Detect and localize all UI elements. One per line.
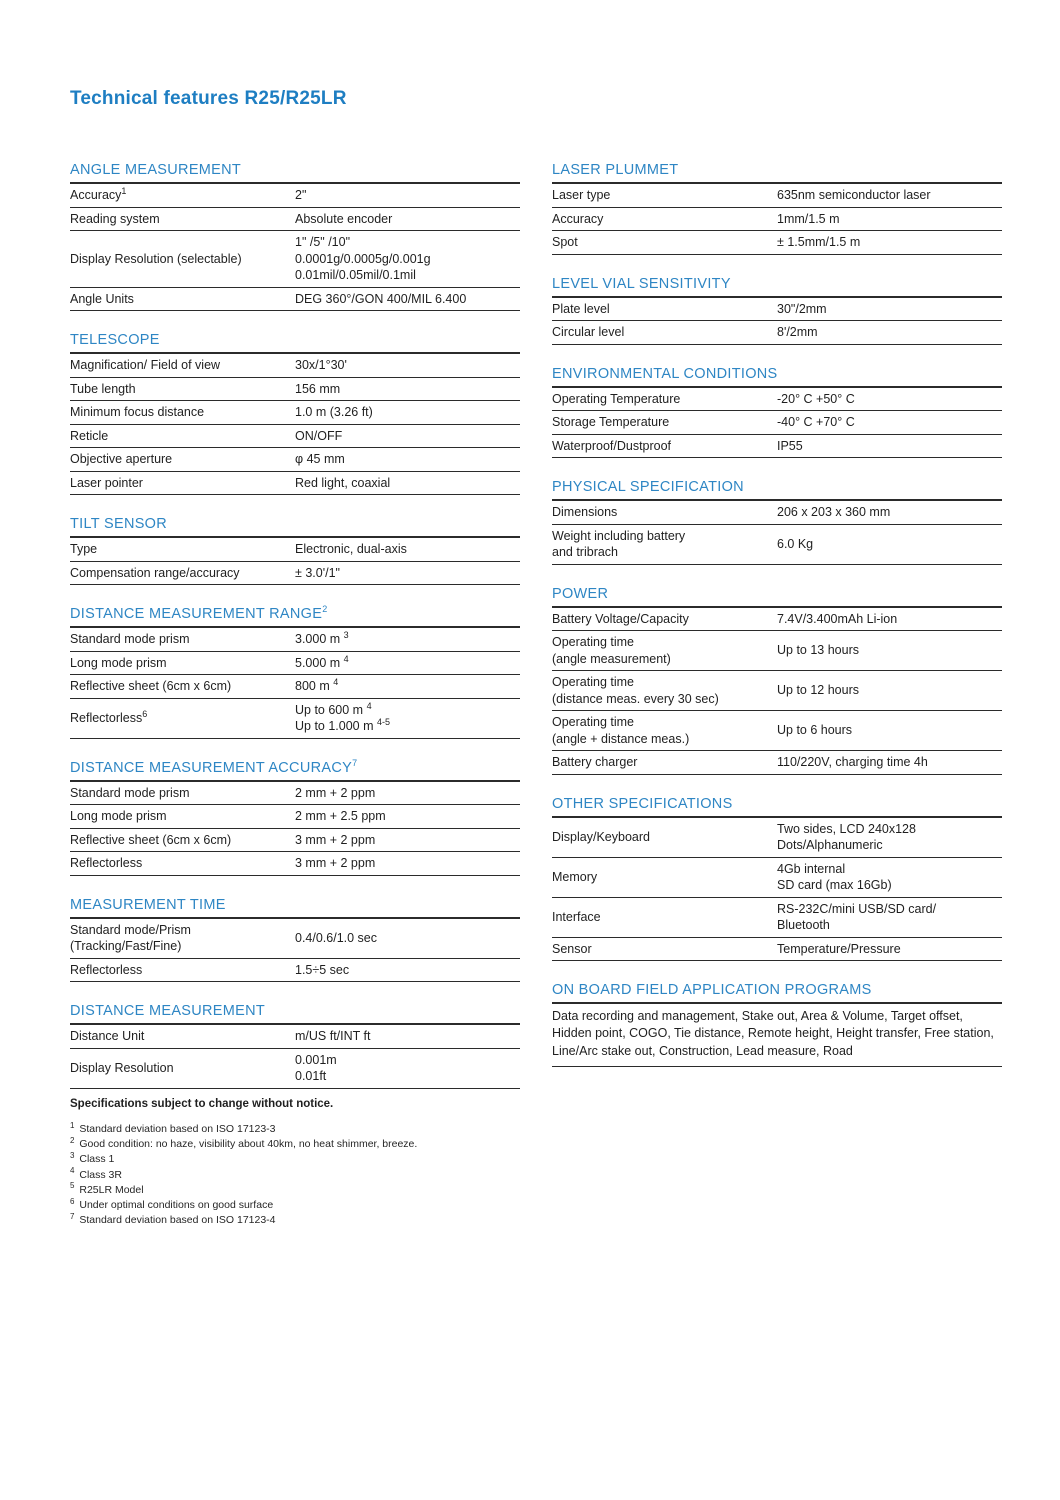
spec-label [70, 1060, 295, 1077]
page-title: Technical features R25/R25LR [70, 88, 347, 109]
spec-value [295, 565, 520, 582]
footnote: $^2$ Good condition: no haze, visibility about 40km, no heat shimmer, breeze. [70, 1135, 418, 1151]
spec-label-line: Reflective sheet (6cm x 6cm) [70, 832, 232, 847]
spec-label [552, 414, 777, 431]
spec-label-line: Objective aperture [70, 452, 173, 466]
spec-label-line: Reading system [70, 211, 160, 226]
spec-value [295, 808, 520, 825]
spec-row [70, 208, 520, 232]
section-heading: LEVEL VIAL SENSITIVITY [552, 276, 1002, 298]
spec-label-line: Minimum focus distance [70, 405, 205, 419]
spec-value-line: 4Gb internal [777, 861, 846, 876]
spec-label-line: (Tracking/Fast/Fine) [70, 939, 182, 953]
spec-label-line: Reticle [70, 428, 109, 443]
spec-label [70, 404, 295, 421]
footnote-sup: 5 [70, 1181, 75, 1191]
spec-table [552, 388, 1002, 459]
column-left [70, 162, 520, 1110]
spec-section [70, 606, 520, 739]
spec-label [70, 541, 295, 558]
spec-label [70, 710, 295, 727]
spec-row [552, 608, 1002, 632]
spec-value [777, 536, 1002, 553]
spec-value [295, 428, 520, 445]
section-paragraph: Data recording and management, Stake out, Area & Volume, Target offset, Hidden point, COGO, Tie distance, Remote height, Height transfer, Free station, Line/Arc stake out, Construction, Lead measure, Road [552, 1004, 1002, 1067]
footnote: $^1$ Standard deviation based on ISO 17123-3 [70, 1120, 276, 1135]
spec-value [777, 211, 1002, 228]
footnote: $^4$ Class 3R [70, 1166, 122, 1181]
spec-label-line: Laser type [552, 188, 611, 202]
spec-row [70, 538, 520, 562]
change-notice: Specifications subject to change without notice. [70, 1098, 334, 1110]
spec-value-line: 5.000 m $^4$ [295, 653, 349, 670]
spec-label-line: Operating time [552, 675, 634, 689]
spec-label [552, 234, 777, 251]
spec-row [70, 782, 520, 806]
spec-value-line: Up to 1.000 m $^{4-5}$ [295, 716, 391, 733]
spec-label-line: Tube length [70, 381, 136, 396]
spec-section [552, 982, 1002, 1067]
spec-label-line: Accuracy$^1$ [70, 185, 127, 202]
spec-label-line: Reflectorless$^6$ [70, 708, 148, 725]
spec-value-line: ± 3.0'/1" [295, 565, 340, 580]
spec-label-sup: 1 [121, 185, 127, 196]
spec-label [70, 962, 295, 979]
spec-label [552, 211, 777, 228]
spec-row [70, 1049, 520, 1089]
spec-value [777, 861, 1002, 894]
spec-label-line: Circular level [552, 325, 625, 339]
spec-value-line: 2 mm + 2.5 ppm [295, 809, 386, 823]
spec-section [552, 796, 1002, 962]
spec-label-line: Distance Unit [70, 1029, 145, 1043]
spec-value-line: SD card (max 16Gb) [777, 878, 892, 892]
footnote-sup: 2 [70, 1135, 75, 1145]
spec-row [70, 675, 520, 699]
spec-table [70, 628, 520, 739]
spec-value [295, 404, 520, 421]
spec-section [70, 1003, 520, 1089]
spec-table [552, 818, 1002, 962]
spec-label [552, 714, 777, 747]
spec-label [70, 381, 295, 398]
spec-row [552, 671, 1002, 711]
footnote: $^3$ Class 1 [70, 1150, 115, 1166]
spec-value-line: Temperature/Pressure [777, 941, 901, 956]
spec-row [552, 858, 1002, 898]
spec-label-line: Dimensions [552, 505, 618, 519]
spec-table [552, 184, 1002, 255]
spec-label-line: Operating time [552, 715, 634, 729]
spec-value-line: 110/220V, charging time 4h [777, 755, 928, 769]
spec-value [295, 475, 520, 492]
spec-value-line: Up to 600 m $^4$ [295, 700, 372, 717]
spec-value-line: Electronic, dual-axis [295, 542, 407, 556]
footnote-sup: 4 [70, 1166, 75, 1176]
section-heading: DISTANCE MEASUREMENT ACCURACY$^7$ [70, 760, 520, 782]
spec-label-sup: 6 [142, 708, 148, 719]
spec-value [777, 414, 1002, 431]
spec-row [70, 425, 520, 449]
spec-value [295, 678, 520, 695]
spec-value-line: RS-232C/mini USB/SD card/ [777, 901, 937, 916]
spec-row [552, 751, 1002, 775]
spec-value [295, 541, 520, 558]
spec-value-line: 1mm/1.5 m [777, 211, 840, 226]
spec-value [295, 234, 520, 284]
spec-label-line: Type [70, 542, 98, 556]
spec-value-line: 0.4/0.6/1.0 sec [295, 930, 378, 945]
spec-value-line: Dots/Alphanumeric [777, 838, 883, 852]
spec-value-line: 206 x 203 x 360 mm [777, 505, 891, 519]
spec-label [70, 655, 295, 672]
spec-section [70, 516, 520, 585]
spec-value [295, 855, 520, 872]
footnote-sup: 1 [70, 1120, 75, 1130]
spec-value [295, 381, 520, 398]
spec-label [70, 291, 295, 308]
spec-value [777, 234, 1002, 251]
spec-table [552, 501, 1002, 565]
spec-value-sup: 3 [343, 629, 349, 640]
spec-label [70, 855, 295, 872]
spec-row [552, 818, 1002, 858]
spec-value-line: 8'/2mm [777, 325, 818, 339]
spec-label-line: Standard mode/Prism [70, 922, 191, 937]
spec-label-line: Spot [552, 235, 578, 249]
spec-label-line: Angle Units [70, 291, 134, 306]
spec-row [70, 184, 520, 208]
spec-value-line: -20° C +50° C [777, 391, 855, 406]
spec-value-line: 0.01mil/0.05mil/0.1mil [295, 268, 416, 282]
spec-value [777, 682, 1002, 699]
spec-label-line: Reflectorless [70, 962, 143, 977]
spec-row [70, 231, 520, 288]
spec-label-line: Waterproof/Dustproof [552, 438, 672, 453]
spec-label-line: (distance meas. every 30 sec) [552, 691, 719, 706]
spec-label [552, 187, 777, 204]
spec-value-line: m/US ft/INT ft [295, 1029, 371, 1043]
spec-label [552, 301, 777, 318]
spec-label [70, 678, 295, 695]
section-heading: POWER [552, 586, 1002, 608]
spec-label-line: Long mode prism [70, 655, 167, 670]
spec-value-line: 156 mm [295, 381, 341, 396]
spec-row [70, 805, 520, 829]
spec-row [70, 401, 520, 425]
spec-columns [70, 162, 1010, 1110]
spec-section [552, 479, 1002, 565]
spec-value-line: φ 45 mm [295, 452, 345, 466]
spec-label-line: Standard mode prism [70, 632, 190, 646]
spec-table [70, 354, 520, 495]
spec-value [777, 611, 1002, 628]
spec-value [295, 655, 520, 672]
spec-row [552, 435, 1002, 459]
spec-table [70, 184, 520, 311]
spec-row [552, 298, 1002, 322]
spec-label-line: Compensation range/accuracy [70, 565, 240, 580]
section-heading: LASER PLUMMET [552, 162, 1002, 184]
spec-label-line: Battery charger [552, 755, 638, 769]
spec-value [777, 754, 1002, 771]
spec-label [70, 251, 295, 268]
spec-table [70, 782, 520, 876]
spec-value [777, 438, 1002, 455]
spec-row [70, 562, 520, 586]
section-heading: ON BOARD FIELD APPLICATION PROGRAMS [552, 982, 1002, 1004]
spec-label [70, 475, 295, 492]
spec-section [552, 276, 1002, 345]
spec-row [552, 208, 1002, 232]
spec-value-line: 800 m $^4$ [295, 676, 339, 693]
spec-value-line: 30x/1°30' [295, 358, 347, 372]
spec-label [552, 941, 777, 958]
spec-label [70, 211, 295, 228]
footnotes [70, 1098, 670, 1229]
spec-value-line: 7.4V/3.400mAh Li-ion [777, 611, 898, 626]
spec-row [552, 411, 1002, 435]
spec-row [70, 628, 520, 652]
spec-label-line: Accuracy [552, 211, 604, 226]
spec-label [70, 451, 295, 468]
spec-value-line: 6.0 Kg [777, 536, 814, 551]
spec-label [552, 504, 777, 521]
spec-row [552, 231, 1002, 255]
spec-row [552, 898, 1002, 938]
spec-label [552, 754, 777, 771]
spec-section [70, 162, 520, 311]
spec-value-line: 1.5÷5 sec [295, 962, 350, 977]
spec-value [777, 504, 1002, 521]
spec-label [70, 631, 295, 648]
spec-label [70, 357, 295, 374]
spec-row [70, 852, 520, 876]
spec-value [295, 187, 520, 204]
spec-value-line: Up to 13 hours [777, 643, 859, 658]
spec-value-line: IP55 [777, 438, 803, 453]
spec-value-line: 3 mm + 2 ppm [295, 856, 376, 870]
section-heading: TILT SENSOR [70, 516, 520, 538]
section-heading: ANGLE MEASUREMENT [70, 162, 520, 184]
spec-value [777, 642, 1002, 659]
spec-row [552, 501, 1002, 525]
spec-label-line: Battery Voltage/Capacity [552, 611, 689, 626]
spec-table [70, 919, 520, 983]
spec-value [777, 901, 1002, 934]
spec-row [70, 354, 520, 378]
spec-table [70, 538, 520, 585]
section-heading-sup: 2 [322, 604, 328, 615]
spec-row [70, 652, 520, 676]
footnote: $^7$ Standard deviation based on ISO 17123-4 [70, 1211, 276, 1227]
spec-section [70, 897, 520, 983]
spec-label [70, 565, 295, 582]
spec-label [70, 832, 295, 849]
spec-label-line: Plate level [552, 301, 610, 316]
spec-label-line: Laser pointer [70, 475, 143, 490]
spec-value-line: 0.0001g/0.0005g/0.001g [295, 251, 431, 266]
spec-row [552, 631, 1002, 671]
spec-value-line: 1.0 m (3.26 ft) [295, 405, 373, 419]
footnote-list [70, 1122, 670, 1229]
section-heading: PHYSICAL SPECIFICATION [552, 479, 1002, 501]
spec-label-line: Reflective sheet (6cm x 6cm) [70, 679, 232, 693]
spec-section [552, 366, 1002, 459]
footnote: $^6$ Under optimal conditions on good surface [70, 1196, 274, 1212]
spec-row [552, 388, 1002, 412]
spec-value [295, 291, 520, 308]
spec-value-line: 2 mm + 2 ppm [295, 785, 376, 800]
spec-label-line: Display Resolution [70, 1060, 174, 1075]
spec-value [295, 832, 520, 849]
spec-label-line: Operating Temperature [552, 391, 681, 406]
spec-label-line: Memory [552, 869, 598, 884]
spec-label [70, 1028, 295, 1045]
spec-label [552, 674, 777, 707]
spec-section [70, 332, 520, 495]
spec-value-line: 3.000 m $^3$ [295, 629, 349, 646]
section-heading: DISTANCE MEASUREMENT [70, 1003, 520, 1025]
spec-value [777, 391, 1002, 408]
footnote: $^5$ R25LR Model [70, 1181, 144, 1196]
spec-value [295, 785, 520, 802]
spec-value [295, 357, 520, 374]
spec-value [295, 1028, 520, 1045]
spec-value-line: Up to 12 hours [777, 683, 859, 698]
spec-label [552, 869, 777, 886]
spec-value [295, 1052, 520, 1085]
spec-value [777, 187, 1002, 204]
spec-value-line: 30"/2mm [777, 301, 827, 316]
section-heading: OTHER SPECIFICATIONS [552, 796, 1002, 818]
spec-label [70, 428, 295, 445]
spec-section [552, 586, 1002, 775]
spec-value [295, 702, 520, 735]
spec-label [552, 829, 777, 846]
spec-row [70, 919, 520, 959]
spec-label-line: and tribrach [552, 545, 619, 559]
spec-value-line: 1" /5" /10" [295, 235, 351, 249]
spec-label-line: Display Resolution (selectable) [70, 251, 242, 266]
spec-row [70, 699, 520, 739]
section-heading: TELESCOPE [70, 332, 520, 354]
spec-section [70, 757, 520, 876]
section-heading: DISTANCE MEASUREMENT RANGE$^2$ [70, 606, 520, 628]
spec-label-line: Storage Temperature [552, 415, 670, 429]
spec-value [295, 631, 520, 648]
spec-value-line: -40° C +70° C [777, 415, 855, 429]
spec-label [552, 438, 777, 455]
spec-value-line: 635nm semiconductor laser [777, 188, 931, 202]
spec-value [777, 324, 1002, 341]
spec-row [70, 288, 520, 312]
spec-value [777, 301, 1002, 318]
footnote-sup: 3 [70, 1150, 75, 1160]
spec-value-sup: 4 [366, 700, 372, 711]
spec-label-line: (angle + distance meas.) [552, 731, 690, 746]
spec-row [70, 959, 520, 983]
spec-label-line: Standard mode prism [70, 785, 190, 800]
spec-label-line: Reflectorless [70, 856, 143, 870]
spec-row [552, 525, 1002, 565]
spec-label [552, 634, 777, 667]
spec-value-line: Up to 6 hours [777, 723, 853, 738]
spec-value-line: Bluetooth [777, 918, 830, 932]
spec-value-line: Absolute encoder [295, 211, 393, 226]
spec-label-line: (angle measurement) [552, 651, 671, 666]
spec-row [552, 938, 1002, 962]
spec-value-sup: 4 [343, 653, 349, 664]
spec-value-line: 0.001m [295, 1052, 337, 1067]
spec-value [295, 211, 520, 228]
footnote-sup: 7 [70, 1211, 75, 1221]
section-heading: MEASUREMENT TIME [70, 897, 520, 919]
spec-row [70, 472, 520, 496]
spec-value [777, 941, 1002, 958]
spec-label [70, 808, 295, 825]
spec-value [295, 962, 520, 979]
spec-label-line: Sensor [552, 941, 592, 956]
spec-row [70, 448, 520, 472]
spec-label-line: Magnification/ Field of view [70, 358, 221, 372]
spec-table [552, 298, 1002, 345]
section-heading: ENVIRONMENTAL CONDITIONS [552, 366, 1002, 388]
spec-label [552, 611, 777, 628]
spec-label-line: Display/Keyboard [552, 829, 650, 844]
spec-label [552, 909, 777, 926]
spec-row [552, 184, 1002, 208]
spec-row [70, 378, 520, 402]
spec-section [552, 162, 1002, 255]
column-right [552, 162, 1002, 1088]
spec-label [552, 528, 777, 561]
spec-value [777, 821, 1002, 854]
spec-value-line: ON/OFF [295, 428, 343, 443]
footnote-sup: 6 [70, 1196, 75, 1206]
spec-label-line: Interface [552, 909, 601, 924]
spec-value-line: Two sides, LCD 240x128 [777, 821, 916, 836]
spec-label [70, 785, 295, 802]
spec-label [70, 922, 295, 955]
spec-value-line: Red light, coaxial [295, 475, 391, 490]
section-heading-sup: 7 [352, 757, 358, 768]
spec-label-line: Weight including battery [552, 528, 686, 543]
spec-table [70, 1025, 520, 1089]
spec-value-line: 2" [295, 188, 307, 202]
spec-value-line: 3 mm + 2 ppm [295, 832, 376, 847]
spec-value [295, 930, 520, 947]
spec-label [70, 187, 295, 204]
spec-row [552, 711, 1002, 751]
spec-value-line: DEG 360°/GON 400/MIL 6.400 [295, 291, 467, 306]
spec-value [777, 722, 1002, 739]
spec-value-line: 0.01ft [295, 1069, 327, 1083]
spec-value-sup: 4-5 [377, 716, 391, 727]
spec-row [70, 1025, 520, 1049]
spec-value [295, 451, 520, 468]
spec-label-line: Long mode prism [70, 809, 167, 823]
spec-value-line: ± 1.5mm/1.5 m [777, 235, 861, 249]
spec-label-line: Operating time [552, 635, 634, 649]
spec-label [552, 324, 777, 341]
spec-row [70, 829, 520, 853]
spec-row [552, 321, 1002, 345]
spec-label [552, 391, 777, 408]
spec-table [552, 608, 1002, 775]
spec-value-sup: 4 [333, 676, 339, 687]
